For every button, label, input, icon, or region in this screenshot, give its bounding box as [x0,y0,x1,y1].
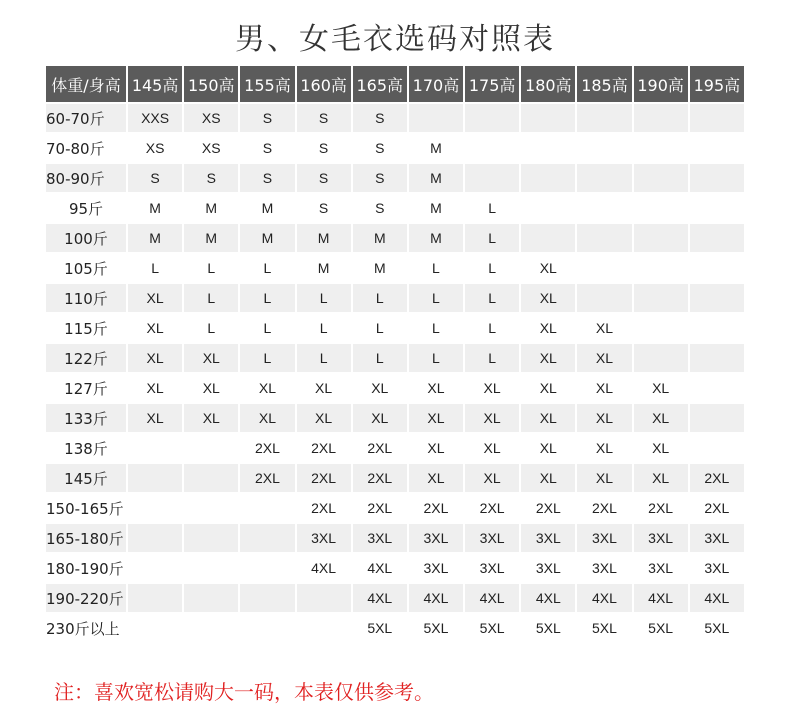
size-note: 注：喜欢宽松请购大一码，本表仅供参考。 [54,680,434,704]
size-cell [128,614,182,642]
weight-cell: 122斤 [46,344,126,372]
size-cell: M [353,224,407,252]
size-cell: L [240,344,294,372]
size-cell: 4XL [465,584,519,612]
size-cell: XL [128,374,182,402]
size-cell: L [184,284,238,312]
size-cell [690,404,744,432]
size-cell: 4XL [634,584,688,612]
size-cell: M [128,194,182,222]
size-cell: 5XL [634,614,688,642]
size-cell [184,584,238,612]
size-cell: XL [634,404,688,432]
size-cell: XL [521,284,575,312]
size-cell [128,584,182,612]
table-row [46,344,744,372]
size-cell: S [240,164,294,192]
size-cell: S [353,164,407,192]
size-cell: L [297,284,351,312]
weight-cell: 105斤 [46,254,126,282]
size-cell [634,224,688,252]
size-cell [634,134,688,162]
size-cell: XL [128,314,182,342]
size-cell: M [240,194,294,222]
header-cell-height: 150高 [184,66,238,102]
size-cell [465,134,519,162]
header-cell-height: 165高 [353,66,407,102]
size-cell [465,104,519,132]
size-cell [634,194,688,222]
table-row [46,614,744,642]
size-cell: XL [184,374,238,402]
weight-cell: 133斤 [46,404,126,432]
size-cell: L [409,284,463,312]
size-cell: XL [184,344,238,372]
table-row [46,404,744,432]
header-cell-height: 185高 [577,66,631,102]
weight-cell: 190-220斤 [46,584,126,612]
header-cell-height: 145高 [128,66,182,102]
size-cell: 2XL [297,434,351,462]
weight-cell: 110斤 [46,284,126,312]
weight-cell: 115斤 [46,314,126,342]
size-cell: XL [634,464,688,492]
weight-cell: 230斤以上 [46,614,126,642]
size-cell: 2XL [353,494,407,522]
table-row [46,164,744,192]
size-cell: L [240,314,294,342]
size-cell: XL [353,404,407,432]
weight-cell: 165-180斤 [46,524,126,552]
size-cell: 5XL [577,614,631,642]
size-cell: 3XL [521,524,575,552]
size-cell: XS [128,134,182,162]
size-cell [690,134,744,162]
size-cell [128,464,182,492]
size-cell: L [465,254,519,282]
size-cell [128,524,182,552]
size-cell: 5XL [521,614,575,642]
size-cell: 2XL [577,494,631,522]
size-cell: L [240,254,294,282]
size-cell: XL [409,434,463,462]
size-cell: 3XL [634,554,688,582]
weight-cell: 180-190斤 [46,554,126,582]
size-cell [634,254,688,282]
size-cell: 3XL [465,554,519,582]
size-cell: 4XL [353,554,407,582]
size-cell: 3XL [577,524,631,552]
size-cell: XL [634,374,688,402]
size-cell: XL [577,314,631,342]
size-cell: L [409,344,463,372]
size-cell: XL [128,344,182,372]
size-cell: XL [240,404,294,432]
size-cell: 2XL [690,494,744,522]
size-cell [634,344,688,372]
table-row [46,194,744,222]
size-cell: XL [465,374,519,402]
size-cell [521,224,575,252]
table-row [46,464,744,492]
header-cell-height: 170高 [409,66,463,102]
size-cell [690,434,744,462]
size-cell: 4XL [297,554,351,582]
size-cell: M [128,224,182,252]
size-cell [634,314,688,342]
size-cell: 2XL [297,464,351,492]
size-cell: L [184,314,238,342]
size-cell: XL [128,404,182,432]
weight-cell: 127斤 [46,374,126,402]
weight-cell: 60-70斤 [46,104,126,132]
size-chart-table [44,64,746,644]
size-cell: 2XL [634,494,688,522]
size-cell: XL [128,284,182,312]
size-cell: S [184,164,238,192]
size-cell: 2XL [353,434,407,462]
weight-cell: 80-90斤 [46,164,126,192]
weight-cell: 95斤 [46,194,126,222]
size-cell [634,164,688,192]
size-cell [128,494,182,522]
size-cell [128,554,182,582]
size-cell: L [240,284,294,312]
size-cell: XL [521,434,575,462]
size-cell: 2XL [409,494,463,522]
table-row [46,224,744,252]
weight-cell: 138斤 [46,434,126,462]
size-cell: 2XL [521,494,575,522]
size-cell [690,254,744,282]
size-cell: XL [521,254,575,282]
size-cell: L [465,194,519,222]
size-cell: XL [297,374,351,402]
header-cell-height: 175高 [465,66,519,102]
size-cell: 3XL [409,524,463,552]
size-cell [577,104,631,132]
size-cell: 3XL [634,524,688,552]
table-body [46,104,744,642]
size-cell: 5XL [465,614,519,642]
size-cell: 2XL [297,494,351,522]
size-cell: XXS [128,104,182,132]
size-cell: L [353,314,407,342]
size-cell: XL [521,404,575,432]
weight-cell: 70-80斤 [46,134,126,162]
size-cell [184,614,238,642]
size-cell: XL [465,464,519,492]
size-cell: M [240,224,294,252]
size-cell: L [409,314,463,342]
size-cell: M [184,194,238,222]
size-cell: S [297,194,351,222]
size-cell: S [353,134,407,162]
table-row [46,254,744,282]
size-cell: XL [634,434,688,462]
size-cell: S [353,104,407,132]
size-cell: L [353,284,407,312]
size-cell: L [465,314,519,342]
size-cell [690,164,744,192]
size-cell: XL [297,404,351,432]
size-cell: L [465,224,519,252]
size-cell: M [409,224,463,252]
size-cell: 2XL [240,434,294,462]
size-cell: L [409,254,463,282]
size-cell: XL [409,404,463,432]
weight-cell: 145斤 [46,464,126,492]
size-cell: M [297,224,351,252]
weight-cell: 150-165斤 [46,494,126,522]
size-cell: 4XL [577,584,631,612]
size-cell: 4XL [353,584,407,612]
table-row [46,584,744,612]
size-cell [240,524,294,552]
size-cell: M [409,164,463,192]
size-cell: XL [184,404,238,432]
size-cell [577,224,631,252]
size-cell: 2XL [353,464,407,492]
size-cell: M [184,224,238,252]
size-cell: 3XL [465,524,519,552]
size-cell: L [297,314,351,342]
size-cell [690,344,744,372]
size-cell: 2XL [690,464,744,492]
size-cell [184,494,238,522]
size-cell: 5XL [353,614,407,642]
size-cell [690,314,744,342]
size-cell: 4XL [690,584,744,612]
size-cell: L [184,254,238,282]
size-cell [521,164,575,192]
size-cell [634,284,688,312]
header-cell-height: 160高 [297,66,351,102]
size-cell [240,584,294,612]
table-row [46,524,744,552]
size-cell [465,164,519,192]
size-cell: L [465,344,519,372]
size-cell [240,614,294,642]
size-cell [184,464,238,492]
size-cell: L [465,284,519,312]
size-cell [690,194,744,222]
weight-cell: 100斤 [46,224,126,252]
size-cell: XL [521,344,575,372]
size-cell: 2XL [240,464,294,492]
size-cell: 2XL [465,494,519,522]
size-cell: S [128,164,182,192]
size-cell: 3XL [353,524,407,552]
size-cell [690,374,744,402]
size-cell [577,284,631,312]
size-cell [577,134,631,162]
size-cell: XL [577,404,631,432]
size-cell: 3XL [690,524,744,552]
page-title: 男、女毛衣选码对照表 [235,22,555,57]
size-cell: S [240,134,294,162]
size-cell: XL [577,344,631,372]
header-cell-height: 155高 [240,66,294,102]
size-cell: S [240,104,294,132]
size-cell: S [353,194,407,222]
size-cell: XL [465,434,519,462]
size-cell [690,224,744,252]
size-cell: XL [409,464,463,492]
table-row [46,104,744,132]
size-cell: S [297,164,351,192]
size-cell: XL [240,374,294,402]
size-cell [240,494,294,522]
size-cell [577,194,631,222]
size-cell: S [297,134,351,162]
header-cell-height: 195高 [690,66,744,102]
size-cell: XL [465,404,519,432]
size-cell [297,584,351,612]
size-cell: XL [521,464,575,492]
size-cell: M [297,254,351,282]
size-cell: XS [184,104,238,132]
size-cell: 4XL [409,584,463,612]
size-cell: M [353,254,407,282]
header-cell-weight-height: 体重/身高 [46,66,126,102]
size-cell [690,104,744,132]
size-cell: L [353,344,407,372]
size-cell [240,554,294,582]
size-cell: M [409,194,463,222]
size-cell: 3XL [577,554,631,582]
size-cell: XL [577,434,631,462]
size-cell [521,134,575,162]
size-cell: 5XL [690,614,744,642]
size-cell: 3XL [690,554,744,582]
size-cell: XL [353,374,407,402]
size-cell: 5XL [409,614,463,642]
size-cell: XS [184,134,238,162]
table-row [46,374,744,402]
size-cell: L [297,344,351,372]
size-cell [184,524,238,552]
size-cell [128,434,182,462]
size-cell [634,104,688,132]
size-cell: XL [521,374,575,402]
table-row [46,494,744,522]
header-cell-height: 180高 [521,66,575,102]
size-cell [690,284,744,312]
size-cell: 3XL [521,554,575,582]
size-cell: 3XL [409,554,463,582]
size-cell: XL [577,374,631,402]
size-cell: XL [577,464,631,492]
size-cell: 3XL [297,524,351,552]
size-cell [409,104,463,132]
size-cell [521,194,575,222]
size-cell [297,614,351,642]
size-cell [184,434,238,462]
size-cell [184,554,238,582]
table-row [46,134,744,162]
size-cell [577,164,631,192]
table-row [46,554,744,582]
table-row [46,314,744,342]
size-cell: XL [409,374,463,402]
size-cell: S [297,104,351,132]
table-row [46,284,744,312]
header-row [46,66,744,102]
size-cell [577,254,631,282]
header-cell-height: 190高 [634,66,688,102]
size-cell: M [409,134,463,162]
size-cell [521,104,575,132]
size-cell: 4XL [521,584,575,612]
table-row [46,434,744,462]
size-cell: L [128,254,182,282]
size-cell: XL [521,314,575,342]
